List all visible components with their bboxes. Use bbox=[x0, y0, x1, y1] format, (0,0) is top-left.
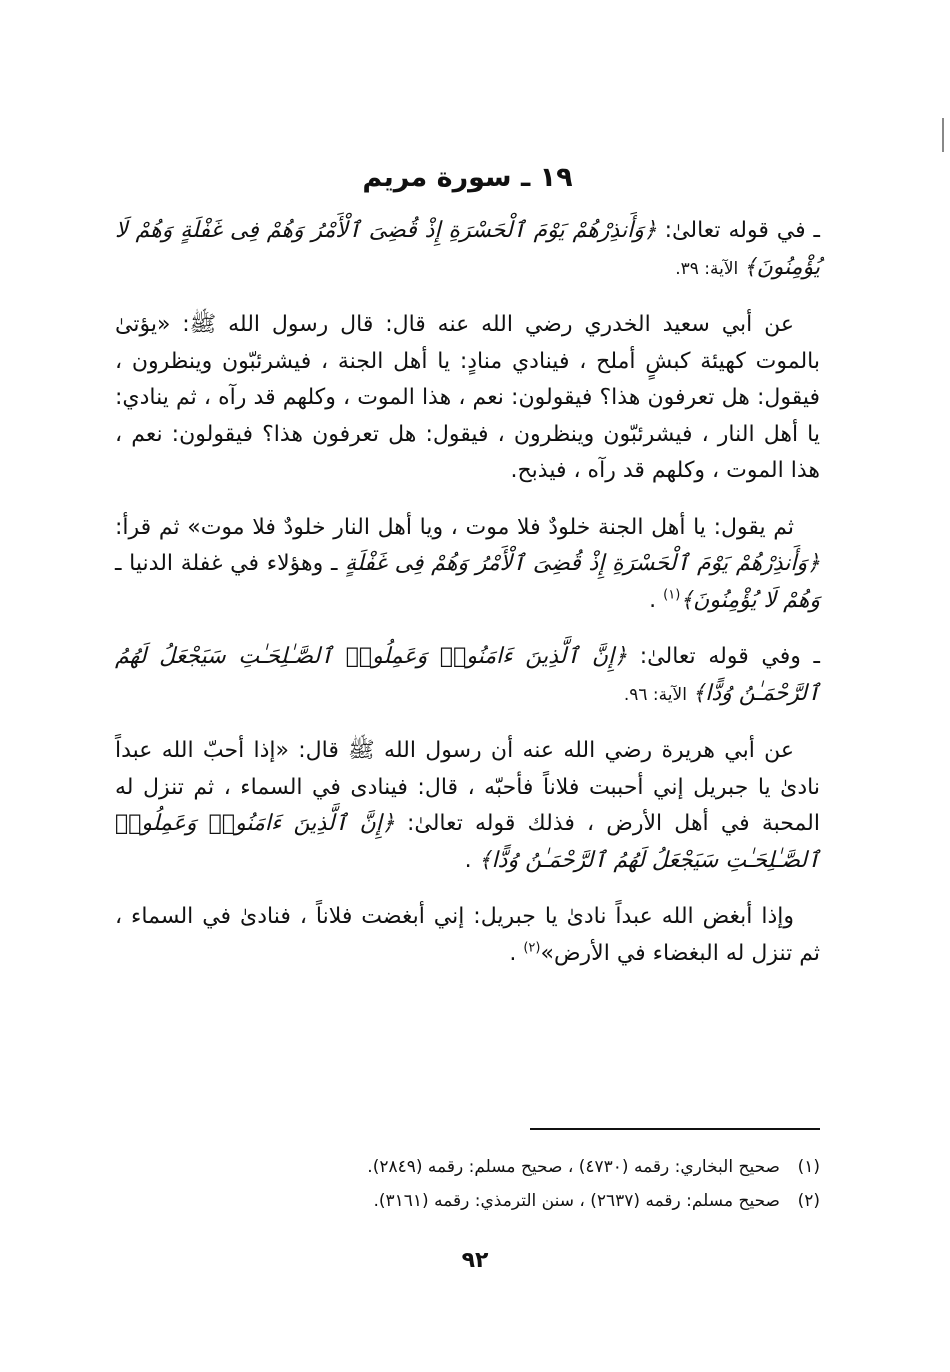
footnote-divider bbox=[530, 1128, 820, 1130]
footnote-marker: (١) bbox=[663, 587, 681, 603]
page-title: ١٩ ـ سورة مريم bbox=[362, 162, 573, 193]
page-edge-mark bbox=[942, 118, 944, 152]
ayah-intro-39 bbox=[115, 213, 820, 287]
page-number: ٩٢ bbox=[461, 1248, 489, 1273]
quran-verse: وَهُمْ لَا يُؤْمِنُونَ﴾ bbox=[680, 587, 820, 613]
ayah-intro-text: ـ وفي قوله تعالىٰ: bbox=[627, 644, 820, 669]
hadith-paragraph bbox=[115, 733, 820, 879]
hadith-text: ـ وهؤلاء في غفلة الدنيا ـ bbox=[115, 551, 346, 576]
ayah-reference: الآية: ٣٩. bbox=[675, 258, 744, 279]
quran-verse: ﴿وَأَنذِرْهُمْ يَوْمَ ٱلْحَسْرَةِ إِذْ قُضِىَ ٱلْأَمْرُ وَهُمْ فِى غَفْلَةٍ bbox=[345, 551, 820, 576]
hadith-text: عن أبي هريرة رضي الله عنه أن رسول الله ﷺ قال: «إذا أحبّ الله عبداً نادىٰ يا جبريل إني أحببت فلاناً فأحبّه ، قال: فينادى في السماء ، ثم تنزل له المحبة في أهل الأرض ، فذلك قوله تعالىٰ: bbox=[115, 738, 821, 836]
footnote-item bbox=[240, 1150, 820, 1184]
end-mark: . bbox=[464, 847, 479, 873]
ayah-intro-96 bbox=[115, 639, 820, 713]
footnote-item bbox=[240, 1184, 820, 1218]
page-body bbox=[115, 155, 820, 972]
quran-verse: ﴿إِنَّ ٱلَّذِينَ ءَامَنُوا۟ وَعَمِلُوا۟ ٱلصَّـٰلِحَـٰتِ سَيَجْعَلُ لَهُمُ ٱلرَّحْمَـٰنُ وُدًّا﴾ bbox=[115, 811, 820, 873]
end-mark: . bbox=[649, 587, 664, 613]
quran-verse: ﴿وَأَنذِرْهُمْ يَوْمَ ٱلْحَسْرَةِ إِذْ قُضِىَ ٱلْأَمْرُ وَهُمْ فِى غَفْلَةٍ وَهُمْ لَا يُؤْمِنُونَ﴾ bbox=[115, 218, 820, 280]
footnote-marker: (٢) bbox=[523, 940, 541, 956]
hadith-paragraph-continued bbox=[115, 510, 820, 620]
footnote-text: صحيح البخاري: رقمه (٤٧٣٠) ، صحيح مسلم: رقمه (٢٨٤٩). bbox=[367, 1157, 780, 1177]
hadith-paragraph-continued bbox=[115, 899, 820, 972]
footnote-number: (١) bbox=[797, 1157, 820, 1177]
quran-verse: ﴿إِنَّ ٱلَّذِينَ ءَامَنُوا۟ وَعَمِلُوا۟ ٱلصَّـٰلِحَـٰتِ سَيَجْعَلُ لَهُمُ ٱلرَّحْمَـٰنُ وُدًّا﴾ bbox=[115, 644, 820, 706]
ayah-intro-text: ـ في قوله تعالىٰ: bbox=[656, 218, 821, 243]
footnote-number: (٢) bbox=[797, 1191, 820, 1211]
hadith-text: ثم يقول: يا أهل الجنة خلودٌ فلا موت ، ويا أهل النار خلودٌ فلا موت» ثم قرأ: bbox=[115, 514, 794, 540]
end-mark: . bbox=[509, 940, 524, 966]
footnotes bbox=[240, 1150, 820, 1218]
hadith-text: وإذا أبغض الله عبداً نادىٰ يا جبريل: إني أبغضت فلاناً ، فنادىٰ في السماء ، ثم تنزل له البغضاء في الأرض» bbox=[115, 904, 820, 966]
footnote-text: صحيح مسلم: رقمه (٢٦٣٧) ، سنن الترمذي: رقمه (٣١٦١). bbox=[373, 1191, 780, 1211]
ayah-reference: الآية: ٩٦. bbox=[623, 684, 693, 705]
hadith-paragraph: عن أبي سعيد الخدري رضي الله عنه قال: قال رسول الله ﷺ: «يؤتىٰ بالموت كهيئة كبشٍ أملح ، فينادي منادٍ: يا أهل الجنة ، فيشرئبّون وينظرون ، فيقول: هل تعرفون هذا؟ فيقولون: نعم ، هذا الموت ، وكلهم قد رآه ، ثم ينادي: يا أهل النار ، فيشرئبّون وينظرون ، فيقول: هل تعرفون هذا؟ فيقولون: نعم ، هذا الموت ، وكلهم قد رآه ، فيذبح. bbox=[115, 312, 820, 483]
